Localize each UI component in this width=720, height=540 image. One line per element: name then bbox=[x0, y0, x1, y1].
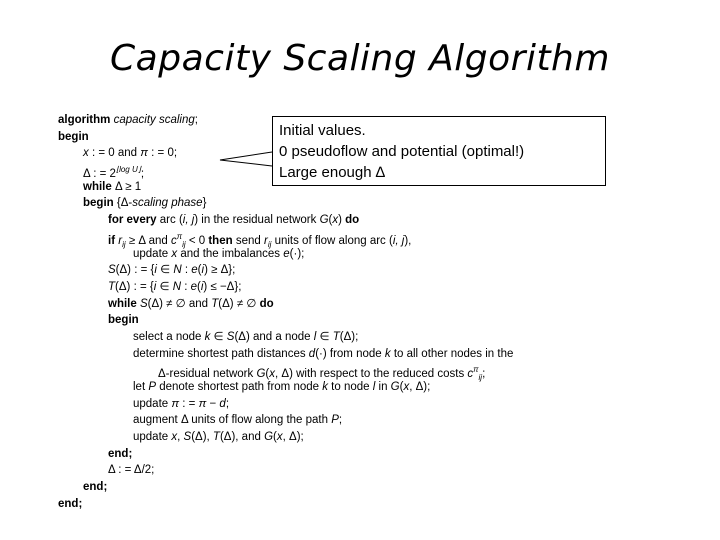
code-text: G bbox=[319, 214, 329, 227]
code-text: x bbox=[332, 214, 339, 227]
code-keyword: algorithm bbox=[58, 114, 114, 126]
code-text: i bbox=[200, 280, 204, 293]
code-keyword: end; bbox=[83, 481, 108, 494]
code-text: d bbox=[219, 397, 226, 410]
code-text: , Δ) with respect to the reduced costs bbox=[275, 368, 468, 381]
code-text: i, j bbox=[392, 234, 405, 247]
code-text: denote shortest path from node bbox=[156, 381, 323, 393]
code-text: (·); bbox=[289, 247, 305, 260]
code-text: i bbox=[153, 280, 157, 293]
code-text: ; bbox=[140, 167, 145, 180]
callout-box bbox=[272, 116, 606, 186]
code-text: ∈ bbox=[156, 280, 173, 293]
code-text: ⌊log U⌋ bbox=[115, 165, 141, 175]
code-text: N bbox=[173, 264, 182, 277]
code-text: c bbox=[467, 368, 474, 381]
code-text: capacity scaling bbox=[113, 114, 195, 126]
code-text: Δ-residual network bbox=[158, 368, 257, 381]
code-keyword: do bbox=[259, 297, 274, 310]
code-text: ) ≥ Δ}; bbox=[204, 264, 236, 277]
code-keyword: then bbox=[208, 234, 236, 247]
code-keyword: while bbox=[108, 297, 140, 310]
code-text: ij bbox=[478, 373, 483, 383]
code-text: T bbox=[332, 330, 340, 343]
code-text: let bbox=[133, 381, 149, 393]
code-text: π bbox=[171, 397, 180, 410]
code-text: k bbox=[204, 330, 211, 343]
code-text: e bbox=[190, 280, 198, 293]
code-keyword: begin bbox=[108, 314, 139, 327]
code-text: ; bbox=[482, 368, 486, 381]
code-text: x bbox=[269, 368, 275, 381]
code-text: ( bbox=[273, 431, 277, 444]
code-text: k bbox=[322, 381, 328, 393]
code-text: (·) from node bbox=[315, 347, 385, 360]
code-text: : = 0; bbox=[147, 147, 178, 160]
code-text: l bbox=[372, 381, 376, 393]
code-text: : bbox=[181, 280, 191, 293]
code-text: and the imbalances bbox=[177, 247, 284, 260]
code-text: S bbox=[108, 264, 116, 277]
code-text: Δ ≥ 1 bbox=[114, 180, 142, 193]
code-text: ij bbox=[122, 239, 126, 249]
code-text: select a node bbox=[133, 330, 205, 343]
code-text: , bbox=[177, 431, 184, 444]
callout-line-1: Initial values. bbox=[279, 122, 366, 139]
code-keyword: do bbox=[345, 214, 360, 227]
code-text: G bbox=[264, 431, 274, 444]
code-text: x bbox=[83, 147, 89, 160]
code-keyword: for every bbox=[108, 214, 160, 227]
code-text: x bbox=[403, 381, 410, 393]
code-text: arc ( bbox=[159, 214, 183, 227]
code-text: units of flow along arc ( bbox=[271, 234, 393, 247]
code-text: , Δ); bbox=[409, 381, 431, 393]
slide-title: Capacity Scaling Algorithm bbox=[110, 38, 610, 79]
code-keyword: if bbox=[108, 234, 119, 247]
callout-line-3: Large enough ∆ bbox=[279, 164, 385, 181]
code-text: i, j bbox=[182, 214, 195, 227]
code-text: ( bbox=[265, 368, 270, 381]
code-text: Δ : = Δ/2; bbox=[108, 464, 155, 477]
callout-line-2: 0 pseudoflow and potential (optimal!) bbox=[279, 143, 525, 160]
code-text: ij bbox=[182, 239, 186, 249]
code-text: (Δ) ≠ ∅ and bbox=[147, 297, 212, 310]
code-text: T bbox=[211, 297, 219, 310]
code-text: ∈ bbox=[210, 330, 227, 343]
code-text: (Δ) and a node bbox=[234, 330, 314, 343]
code-text: (Δ); bbox=[339, 330, 359, 343]
code-text: ) bbox=[338, 214, 346, 227]
code-text: augment Δ units of flow along the path bbox=[133, 414, 332, 427]
code-text: update bbox=[133, 397, 172, 410]
code-text: x bbox=[171, 247, 178, 260]
code-text: G bbox=[256, 368, 266, 381]
code-text: ) ≤ −Δ}; bbox=[203, 280, 242, 293]
code-text: P bbox=[148, 381, 157, 393]
code-text: send bbox=[235, 234, 264, 247]
code-text: i bbox=[154, 264, 157, 277]
code-text: update bbox=[133, 431, 172, 444]
code-text: ), bbox=[404, 234, 412, 247]
code-text: ( bbox=[197, 280, 201, 293]
code-text: ) in the residual network bbox=[194, 214, 320, 227]
code-text: ≥ Δ and bbox=[125, 234, 171, 247]
code-keyword: end; bbox=[58, 497, 83, 510]
code-text: S bbox=[183, 431, 192, 444]
code-text: ( bbox=[399, 381, 404, 393]
code-text: ; bbox=[194, 114, 198, 126]
code-text: ∈ bbox=[316, 330, 333, 343]
code-keyword: while bbox=[83, 180, 115, 193]
code-text: (Δ), and bbox=[219, 431, 265, 444]
code-keyword: end; bbox=[108, 447, 133, 460]
code-text: ( bbox=[197, 264, 202, 277]
code-text: − bbox=[206, 397, 220, 410]
code-text: P bbox=[331, 414, 339, 427]
code-text: π bbox=[140, 147, 148, 160]
code-text: ; bbox=[225, 397, 230, 410]
code-text: scaling phase bbox=[132, 197, 203, 210]
code-text: ( bbox=[328, 214, 333, 227]
code-text: x bbox=[276, 431, 283, 444]
code-text: : = 0 and bbox=[88, 147, 141, 160]
code-text: ij bbox=[267, 239, 272, 249]
code-text: update bbox=[133, 247, 172, 260]
code-text: l bbox=[313, 330, 317, 343]
code-text: {Δ- bbox=[116, 197, 133, 210]
code-text: , Δ); bbox=[282, 431, 304, 444]
code-text: π bbox=[198, 397, 207, 410]
code-keyword: begin bbox=[83, 197, 117, 210]
code-text: : bbox=[181, 264, 192, 277]
code-text: in bbox=[375, 381, 391, 393]
code-text: ∈ bbox=[156, 264, 174, 277]
code-text: e bbox=[283, 247, 290, 260]
code-text: r bbox=[263, 234, 268, 247]
code-text: (Δ), bbox=[191, 431, 213, 444]
code-text: ; bbox=[338, 414, 343, 427]
code-text: k bbox=[384, 347, 391, 360]
code-text: x bbox=[171, 431, 178, 444]
code-text: r bbox=[118, 234, 123, 247]
code-text: T bbox=[212, 431, 220, 444]
code-text: G bbox=[390, 381, 400, 393]
code-text: < 0 bbox=[185, 234, 209, 247]
code-text: π bbox=[473, 365, 479, 375]
code-text: (Δ) ≠ ∅ bbox=[218, 297, 260, 310]
code-text: (Δ) : = { bbox=[115, 280, 154, 293]
code-text: N bbox=[172, 280, 182, 293]
code-text: determine shortest path distances bbox=[133, 347, 309, 360]
code-text: π bbox=[176, 231, 183, 241]
code-text: : = bbox=[179, 397, 199, 410]
code-text: (Δ) : = { bbox=[115, 264, 155, 277]
code-text: to node bbox=[327, 381, 373, 393]
code-text: c bbox=[170, 234, 177, 247]
code-text: Δ : = 2 bbox=[83, 167, 116, 180]
code-text: to all other nodes in the bbox=[390, 347, 514, 360]
code-text: d bbox=[308, 347, 316, 360]
code-text: } bbox=[202, 197, 207, 210]
code-text: S bbox=[139, 297, 148, 310]
code-text: e bbox=[191, 264, 198, 277]
code-text: i bbox=[201, 264, 205, 277]
code-text: T bbox=[108, 280, 116, 293]
code-text: S bbox=[226, 330, 235, 343]
code-keyword: begin bbox=[58, 130, 89, 143]
